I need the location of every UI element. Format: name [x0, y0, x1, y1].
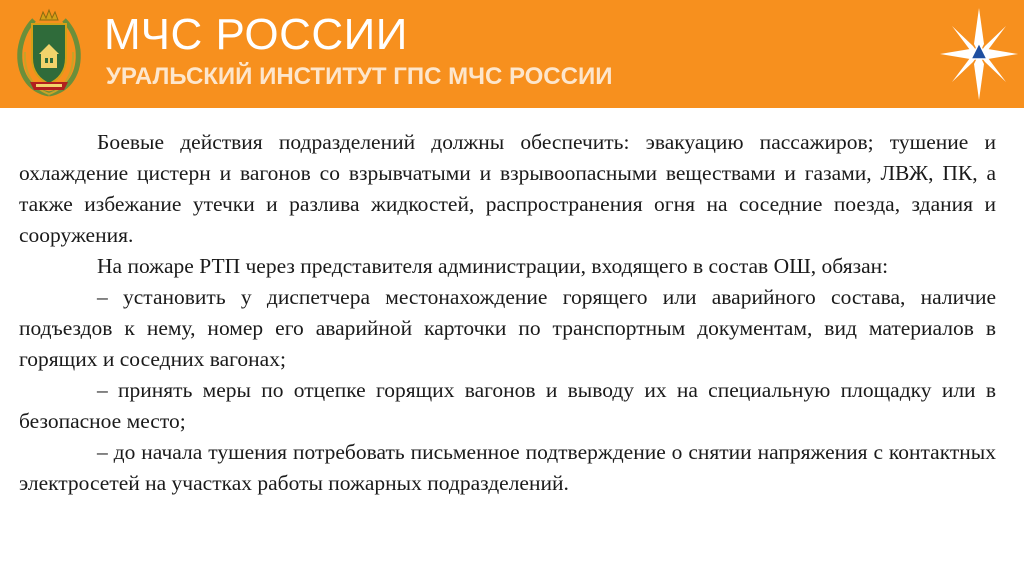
header-bar	[0, 0, 1024, 108]
paragraph: Боевые действия подразделений должны обеспечить: эвакуацию пассажиров; тушение и охлаждение цистерн и вагонов со взрывчатыми и взрывоопасными веществами и газами, ЛВЖ, ПК, а также избежание утечки и разлива жидкостей, распространения огня на соседние поезда, здания и сооружения.	[19, 130, 996, 247]
body-text	[19, 127, 996, 499]
emercom-star-icon	[940, 8, 1018, 100]
header-title: МЧС РОССИИ	[104, 10, 408, 59]
paragraph: – до начала тушения потребовать письменное подтверждение о снятии напряжения с контактных электросетей на участках работы пожарных подразделений.	[19, 440, 996, 495]
paragraph: – установить у диспетчера местонахождение горящего или аварийного состава, наличие подъездов к нему, номер его аварийной карточки по транспортным документам, вид материалов в горящих и соседних вагонах;	[19, 285, 996, 371]
institute-emblem-icon	[14, 6, 84, 100]
paragraph: На пожаре РТП через представителя администрации, входящего в состав ОШ, обязан:	[97, 254, 889, 278]
header-subtitle: УРАЛЬСКИЙ ИНСТИТУТ ГПС МЧС РОССИИ	[106, 63, 613, 90]
paragraph: – принять меры по отцепке горящих вагонов и выводу их на специальную площадку или в безопасное место;	[19, 378, 996, 433]
